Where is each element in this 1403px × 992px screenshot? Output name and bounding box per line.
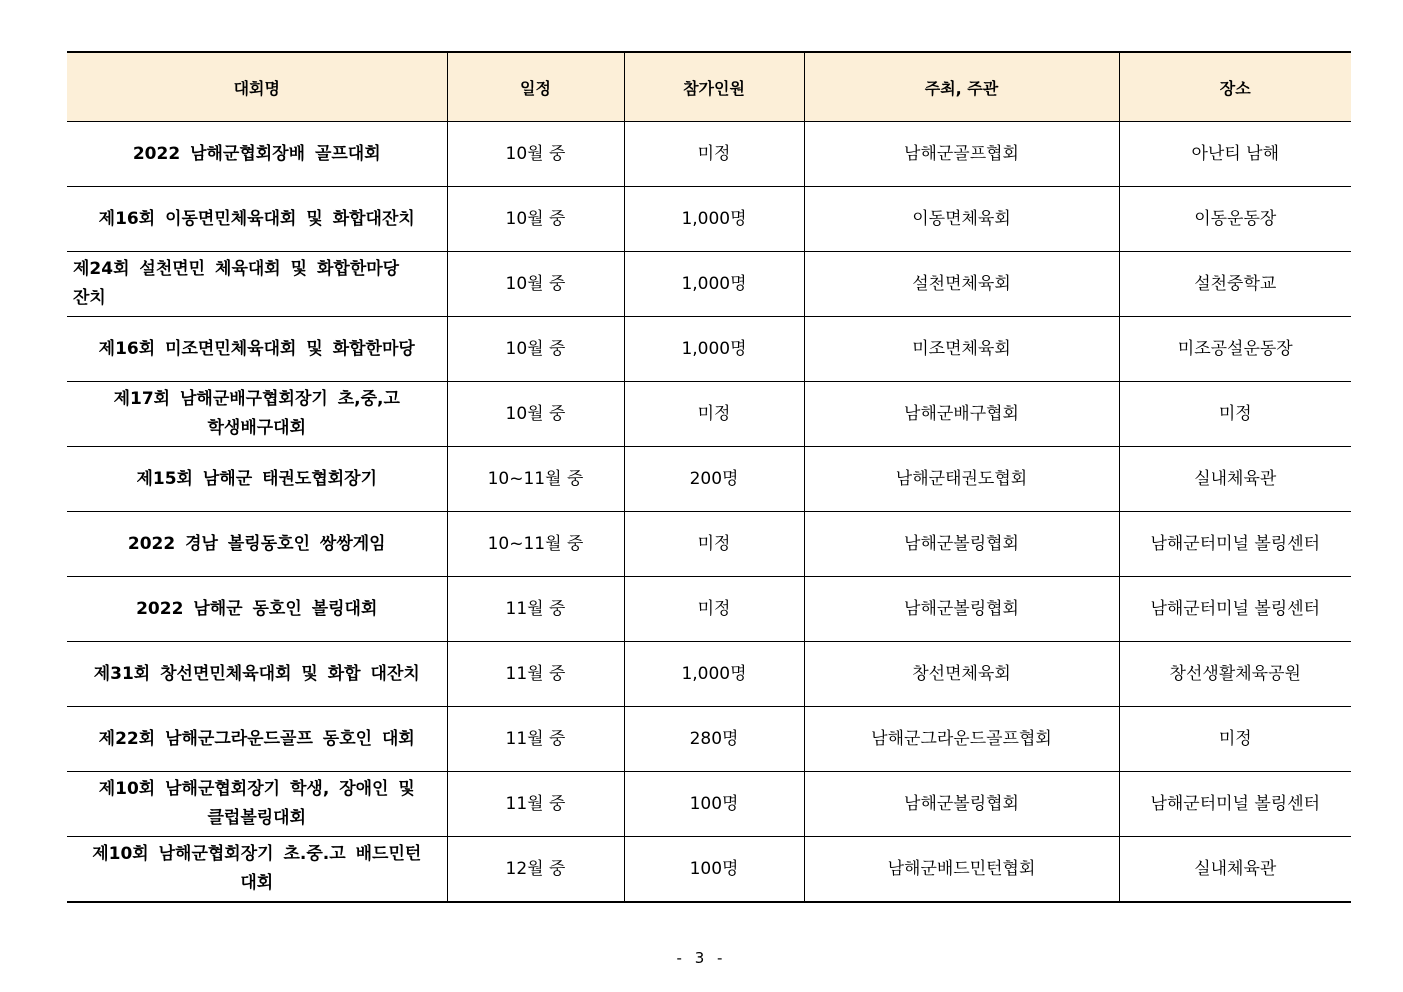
event-name-cell: 제17회 남해군배구협회장기 초,중,고 학생배구대회 xyxy=(67,382,447,447)
event-name-cell: 제24회 설천면민 체육대회 및 화합한마당 잔치 xyxy=(67,252,447,317)
schedule-cell: 11월 중 xyxy=(447,577,624,642)
venue-cell: 아난티 남해 xyxy=(1119,122,1351,187)
header-event-name: 대회명 xyxy=(67,52,447,122)
schedule-cell: 10월 중 xyxy=(447,317,624,382)
venue-cell: 미정 xyxy=(1119,707,1351,772)
table-row xyxy=(67,447,1351,512)
host-cell: 미조면체육회 xyxy=(804,317,1119,382)
table-row xyxy=(67,187,1351,252)
schedule-cell: 10월 중 xyxy=(447,252,624,317)
venue-cell: 남해군터미널 볼링센터 xyxy=(1119,512,1351,577)
participants-cell: 1,000명 xyxy=(624,252,804,317)
schedule-cell: 10월 중 xyxy=(447,382,624,447)
table-row xyxy=(67,642,1351,707)
schedule-cell: 10월 중 xyxy=(447,122,624,187)
table-row xyxy=(67,577,1351,642)
event-name-cell: 2022 남해군 동호인 볼링대회 xyxy=(67,577,447,642)
event-name-cell: 제16회 미조면민체육대회 및 화합한마당 xyxy=(67,317,447,382)
table-row xyxy=(67,252,1351,317)
event-name-cell: 제31회 창선면민체육대회 및 화합 대잔치 xyxy=(67,642,447,707)
participants-cell: 200명 xyxy=(624,447,804,512)
table-row xyxy=(67,772,1351,837)
participants-cell: 280명 xyxy=(624,707,804,772)
event-name-cell: 제22회 남해군그라운드골프 동호인 대회 xyxy=(67,707,447,772)
host-cell: 남해군볼링협회 xyxy=(804,772,1119,837)
event-name-cell: 제10회 남해군협회장기 초.중.고 배드민턴 대회 xyxy=(92,844,422,893)
header-schedule: 일정 xyxy=(447,52,624,122)
venue-cell: 창선생활체육공원 xyxy=(1119,642,1351,707)
participants-cell: 미정 xyxy=(624,512,804,577)
venue-cell: 설천중학교 xyxy=(1119,252,1351,317)
participants-cell: 1,000명 xyxy=(624,317,804,382)
venue-cell: 남해군터미널 볼링센터 xyxy=(1119,772,1351,837)
table-row xyxy=(67,512,1351,577)
host-cell: 남해군그라운드골프협회 xyxy=(804,707,1119,772)
schedule-cell: 12월 중 xyxy=(447,837,624,903)
host-cell: 이동면체육회 xyxy=(804,187,1119,252)
host-cell: 남해군볼링협회 xyxy=(804,512,1119,577)
participants-cell: 미정 xyxy=(624,382,804,447)
event-name-cell: 제10회 남해군협회장기 학생, 장애인 및 클럽볼링대회 xyxy=(67,772,447,837)
schedule-cell: 10~11월 중 xyxy=(447,447,624,512)
host-cell: 창선면체육회 xyxy=(804,642,1119,707)
participants-cell: 미정 xyxy=(624,577,804,642)
page-number: - 3 - xyxy=(676,949,727,967)
host-cell: 설천면체육회 xyxy=(804,252,1119,317)
event-schedule-table xyxy=(67,51,1351,903)
header-venue: 장소 xyxy=(1119,52,1351,122)
host-cell: 남해군골프협회 xyxy=(804,122,1119,187)
venue-cell: 미정 xyxy=(1119,382,1351,447)
schedule-cell: 11월 중 xyxy=(447,707,624,772)
event-name-cell: 2022 남해군협회장배 골프대회 xyxy=(67,122,447,187)
participants-cell: 미정 xyxy=(624,122,804,187)
header-host: 주최, 주관 xyxy=(804,52,1119,122)
table-row xyxy=(67,837,1351,903)
event-name-cell: 제16회 이동면민체육대회 및 화합대잔치 xyxy=(67,187,447,252)
venue-cell: 미조공설운동장 xyxy=(1119,317,1351,382)
event-name-cell: 제15회 남해군 태권도협회장기 xyxy=(67,447,447,512)
schedule-cell: 11월 중 xyxy=(447,642,624,707)
table-row xyxy=(67,122,1351,187)
schedule-cell: 10~11월 중 xyxy=(447,512,624,577)
venue-cell: 이동운동장 xyxy=(1119,187,1351,252)
venue-cell: 실내체육관 xyxy=(1119,837,1351,903)
table-row xyxy=(67,317,1351,382)
table-row xyxy=(67,707,1351,772)
schedule-cell: 11월 중 xyxy=(447,772,624,837)
venue-cell: 실내체육관 xyxy=(1119,447,1351,512)
header-participants: 참가인원 xyxy=(624,52,804,122)
table-row xyxy=(67,382,1351,447)
host-cell: 남해군배구협회 xyxy=(804,382,1119,447)
participants-cell: 1,000명 xyxy=(624,187,804,252)
host-cell: 남해군배드민턴협회 xyxy=(804,837,1119,903)
schedule-cell: 10월 중 xyxy=(447,187,624,252)
participants-cell: 1,000명 xyxy=(624,642,804,707)
host-cell: 남해군태권도협회 xyxy=(804,447,1119,512)
venue-cell: 남해군터미널 볼링센터 xyxy=(1119,577,1351,642)
participants-cell: 100명 xyxy=(624,772,804,837)
event-name-cell: 2022 경남 볼링동호인 쌍쌍게임 xyxy=(67,512,447,577)
host-cell: 남해군볼링협회 xyxy=(804,577,1119,642)
participants-cell: 100명 xyxy=(624,837,804,903)
table-header-row xyxy=(67,52,1351,122)
